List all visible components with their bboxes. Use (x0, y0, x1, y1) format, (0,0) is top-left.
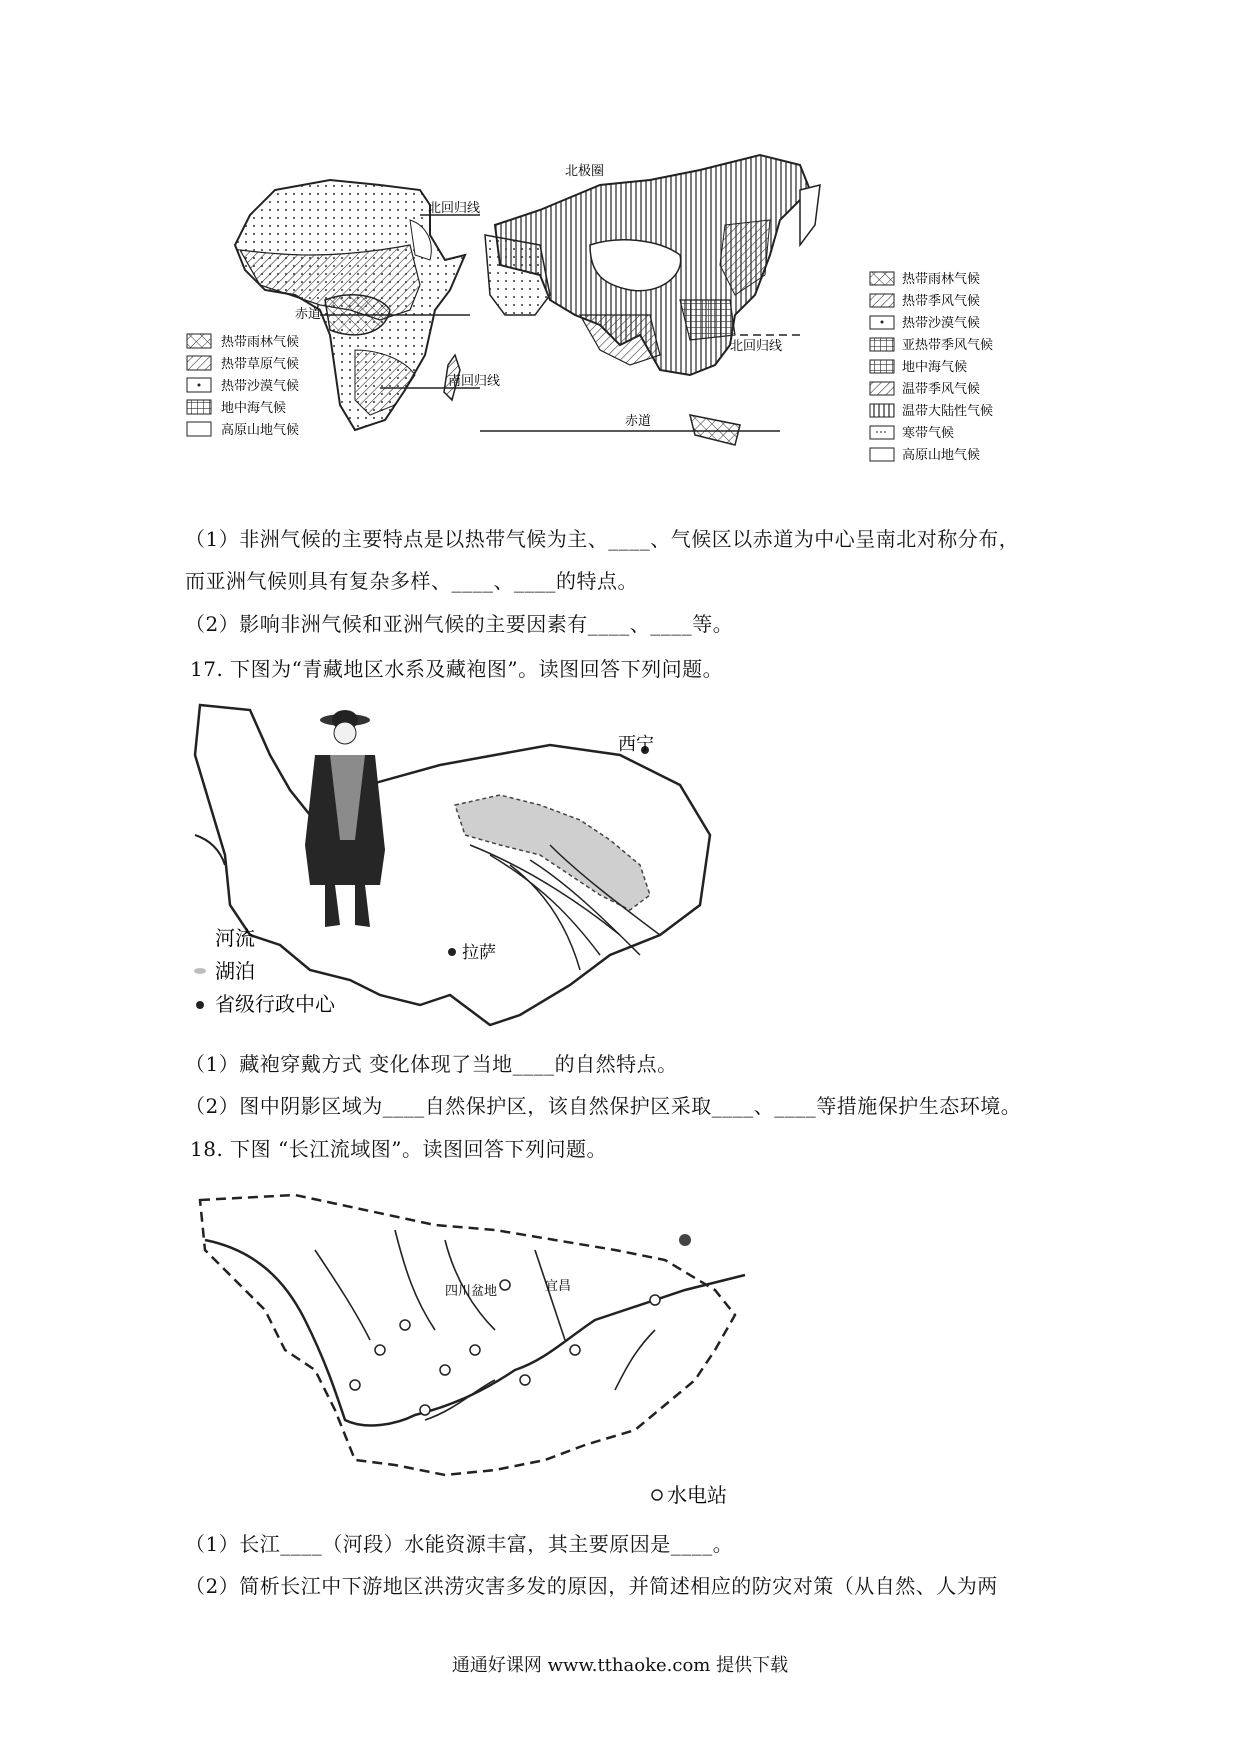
tropic-n-label-africa: 北回归线 (428, 201, 481, 216)
q18-part2: （2）简析长江中下游地区洪涝灾害多发的原因，并简述相应的防灾对策（从自然、人为两 (185, 1574, 998, 1598)
tropic-s-label-africa: 南回归线 (448, 374, 500, 389)
q17-part1: （1）藏袍穿戴方式 变化体现了当地____的自然特点。 (185, 1052, 678, 1076)
asia-climate-map (480, 135, 920, 465)
legend-hydropower: 水电站 (667, 1483, 727, 1507)
asia-legend-8: 寒带气候 (902, 426, 955, 441)
q16-part1-line2: 而亚洲气候则具有复杂多样、____、____的特点。 (185, 569, 638, 593)
lhasa-label: 拉萨 (462, 943, 496, 963)
asia-legend-1: 热带雨林气候 (902, 272, 981, 287)
footer-download: 通通好课网 www.tthaoke.com 提供下载 (451, 1655, 789, 1676)
legend-lake: 湖泊 (215, 959, 255, 983)
q16-part2: （2）影响非洲气候和亚洲气候的主要因素有____、____等。 (185, 612, 734, 636)
africa-legend-1: 热带雨林气候 (221, 335, 300, 350)
legend-river: 河流 (215, 926, 255, 950)
africa-legend-4: 地中海气候 (221, 401, 287, 416)
africa-legend (185, 330, 365, 450)
qinghai-tibet-map (190, 695, 770, 1035)
asia-legend-6: 温带季风气候 (902, 382, 981, 397)
asia-legend (868, 268, 1028, 478)
sichuan-basin-label: 四川盆地 (445, 1284, 498, 1299)
asia-legend-7: 温带大陆性气候 (902, 404, 994, 419)
asia-legend-3: 热带沙漠气候 (902, 316, 981, 331)
asia-legend-9: 高原山地气候 (902, 448, 981, 463)
asia-legend-5: 地中海气候 (902, 360, 968, 375)
xining-label: 西宁 (618, 734, 654, 755)
yichang-label: 宜昌 (545, 1279, 572, 1294)
arctic-label: 北极圈 (565, 164, 605, 179)
q18-title: 18. 下图 “长江流域图”。读图回答下列问题。 (190, 1137, 607, 1161)
tropic-n-label-asia: 北回归线 (730, 339, 783, 354)
africa-legend-3: 热带沙漠气候 (221, 379, 300, 394)
africa-legend-5: 高原山地气候 (221, 423, 300, 438)
q17-title: 17. 下图为“青藏地区水系及藏袍图”。读图回答下列问题。 (190, 657, 724, 681)
yangtze-basin-map (195, 1190, 815, 1510)
q16-part1-line1: （1）非洲气候的主要特点是以热带气候为主、____、气候区以赤道为中心呈南北对称分布， (185, 527, 1020, 551)
q17-part2: （2）图中阴影区域为____自然保护区，该自然保护区采取____、____等措施保护生态环境。 (185, 1094, 1022, 1118)
equator-label-africa: 赤道 (295, 307, 322, 322)
q18-part1: （1）长江____（河段）水能资源丰富，其主要原因是____。 (185, 1532, 734, 1556)
legend-capital: 省级行政中心 (215, 992, 335, 1016)
asia-legend-4: 亚热带季风气候 (902, 338, 994, 353)
equator-label-asia: 赤道 (625, 414, 652, 429)
asia-legend-2: 热带季风气候 (902, 294, 981, 309)
africa-legend-2: 热带草原气候 (221, 357, 300, 372)
